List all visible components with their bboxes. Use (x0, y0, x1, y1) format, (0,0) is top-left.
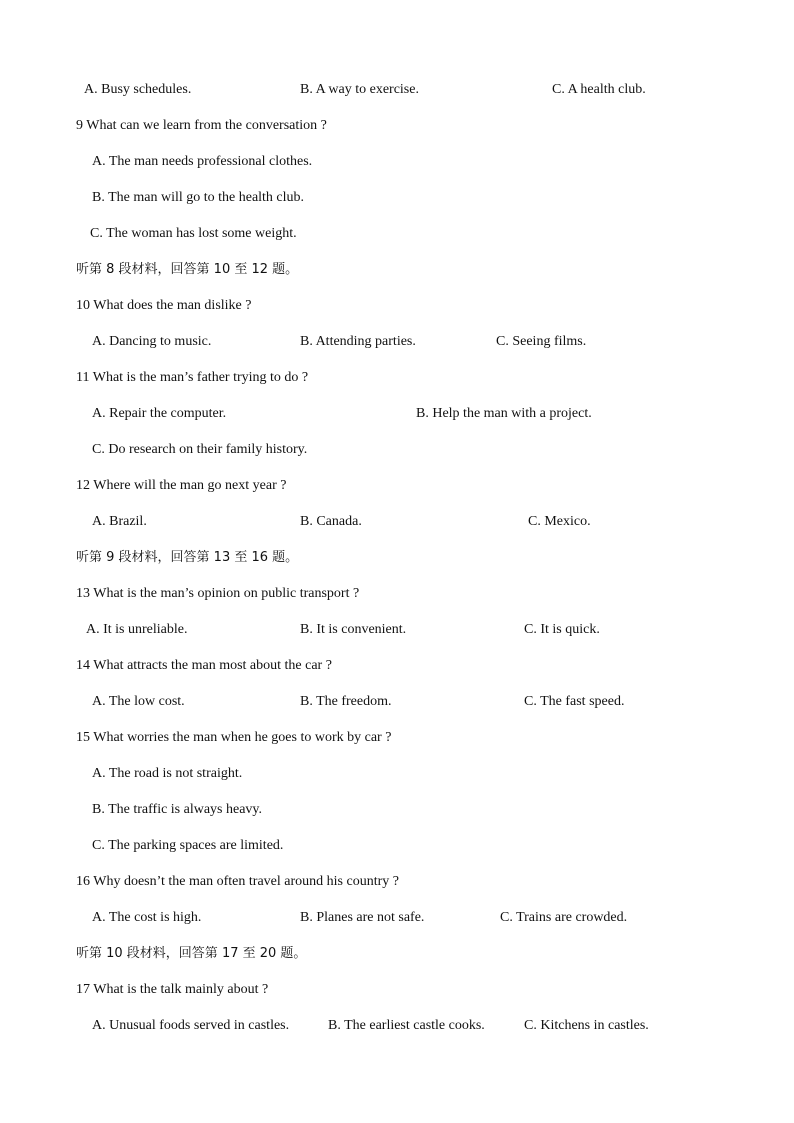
question-15 (0, 728, 794, 748)
options-q8 (0, 80, 794, 100)
question-text: 9 What can we learn from the conversation ? (76, 118, 327, 133)
option-b: B. The freedom. (300, 694, 392, 709)
question-10 (0, 296, 794, 316)
options-q17 (0, 1016, 794, 1036)
option-text: C. Do research on their family history. (92, 442, 308, 457)
option-a: A. The low cost. (92, 694, 185, 709)
section-heading-10 (0, 944, 794, 964)
section-heading-text: 听第 9 段材料，回答第 13 至 16 题。 (76, 550, 299, 565)
option-b: B. It is convenient. (300, 622, 407, 637)
question-text: 16 Why doesn’t the man often travel around his country ? (76, 874, 399, 889)
option-c: C. Seeing films. (496, 334, 587, 349)
question-text: 17 What is the talk mainly about ? (76, 982, 269, 997)
options-q16 (0, 908, 794, 928)
section-heading-text: 听第 10 段材料，回答第 17 至 20 题。 (76, 946, 307, 961)
option-b: B. Canada. (300, 514, 362, 529)
section-heading-text: 听第 8 段材料，回答第 10 至 12 题。 (76, 262, 299, 277)
option-b: B. Attending parties. (300, 334, 416, 349)
option-15c (0, 836, 794, 856)
options-q11-ab (0, 404, 794, 424)
option-c: C. Mexico. (528, 514, 591, 529)
options-q13 (0, 620, 794, 640)
section-heading-9 (0, 548, 794, 568)
option-text: A. The man needs professional clothes. (92, 154, 313, 169)
option-9c (0, 224, 794, 244)
question-17 (0, 980, 794, 1000)
option-15a (0, 764, 794, 784)
option-b: B. Planes are not safe. (300, 910, 425, 925)
option-a: A. Dancing to music. (92, 334, 212, 349)
question-text: 14 What attracts the man most about the car ? (76, 658, 332, 673)
option-11c (0, 440, 794, 460)
option-15b (0, 800, 794, 820)
question-text: 15 What worries the man when he goes to work by car ? (76, 730, 392, 745)
option-c: C. Trains are crowded. (500, 910, 628, 925)
option-text: C. The woman has lost some weight. (90, 226, 297, 241)
option-a: A. Repair the computer. (92, 406, 227, 421)
option-b: B. Help the man with a project. (416, 406, 592, 421)
option-c: C. The fast speed. (524, 694, 625, 709)
option-text: C. The parking spaces are limited. (92, 838, 284, 853)
section-heading-8 (0, 260, 794, 280)
question-text: 13 What is the man’s opinion on public transport ? (76, 586, 360, 601)
option-a: A. Brazil. (92, 514, 147, 529)
question-14 (0, 656, 794, 676)
option-a: A. The cost is high. (92, 910, 202, 925)
question-11 (0, 368, 794, 388)
question-text: 12 Where will the man go next year ? (76, 478, 287, 493)
option-a: A. Busy schedules. (84, 82, 192, 97)
option-9b (0, 188, 794, 208)
option-a: A. Unusual foods served in castles. (92, 1018, 290, 1033)
question-9 (0, 116, 794, 136)
option-9a (0, 152, 794, 172)
question-text: 11 What is the man’s father trying to do ? (76, 370, 309, 385)
option-text: B. The man will go to the health club. (92, 190, 305, 205)
question-16 (0, 872, 794, 892)
question-13 (0, 584, 794, 604)
options-q10 (0, 332, 794, 352)
options-q12 (0, 512, 794, 532)
option-c: C. It is quick. (524, 622, 600, 637)
option-b: B. The earliest castle cooks. (328, 1018, 485, 1033)
option-c: C. Kitchens in castles. (524, 1018, 649, 1033)
question-12 (0, 476, 794, 496)
option-a: A. It is unreliable. (86, 622, 188, 637)
option-b: B. A way to exercise. (300, 82, 419, 97)
option-c: C. A health club. (552, 82, 646, 97)
options-q14 (0, 692, 794, 712)
option-text: A. The road is not straight. (92, 766, 243, 781)
question-text: 10 What does the man dislike ? (76, 298, 252, 313)
option-text: B. The traffic is always heavy. (92, 802, 263, 817)
